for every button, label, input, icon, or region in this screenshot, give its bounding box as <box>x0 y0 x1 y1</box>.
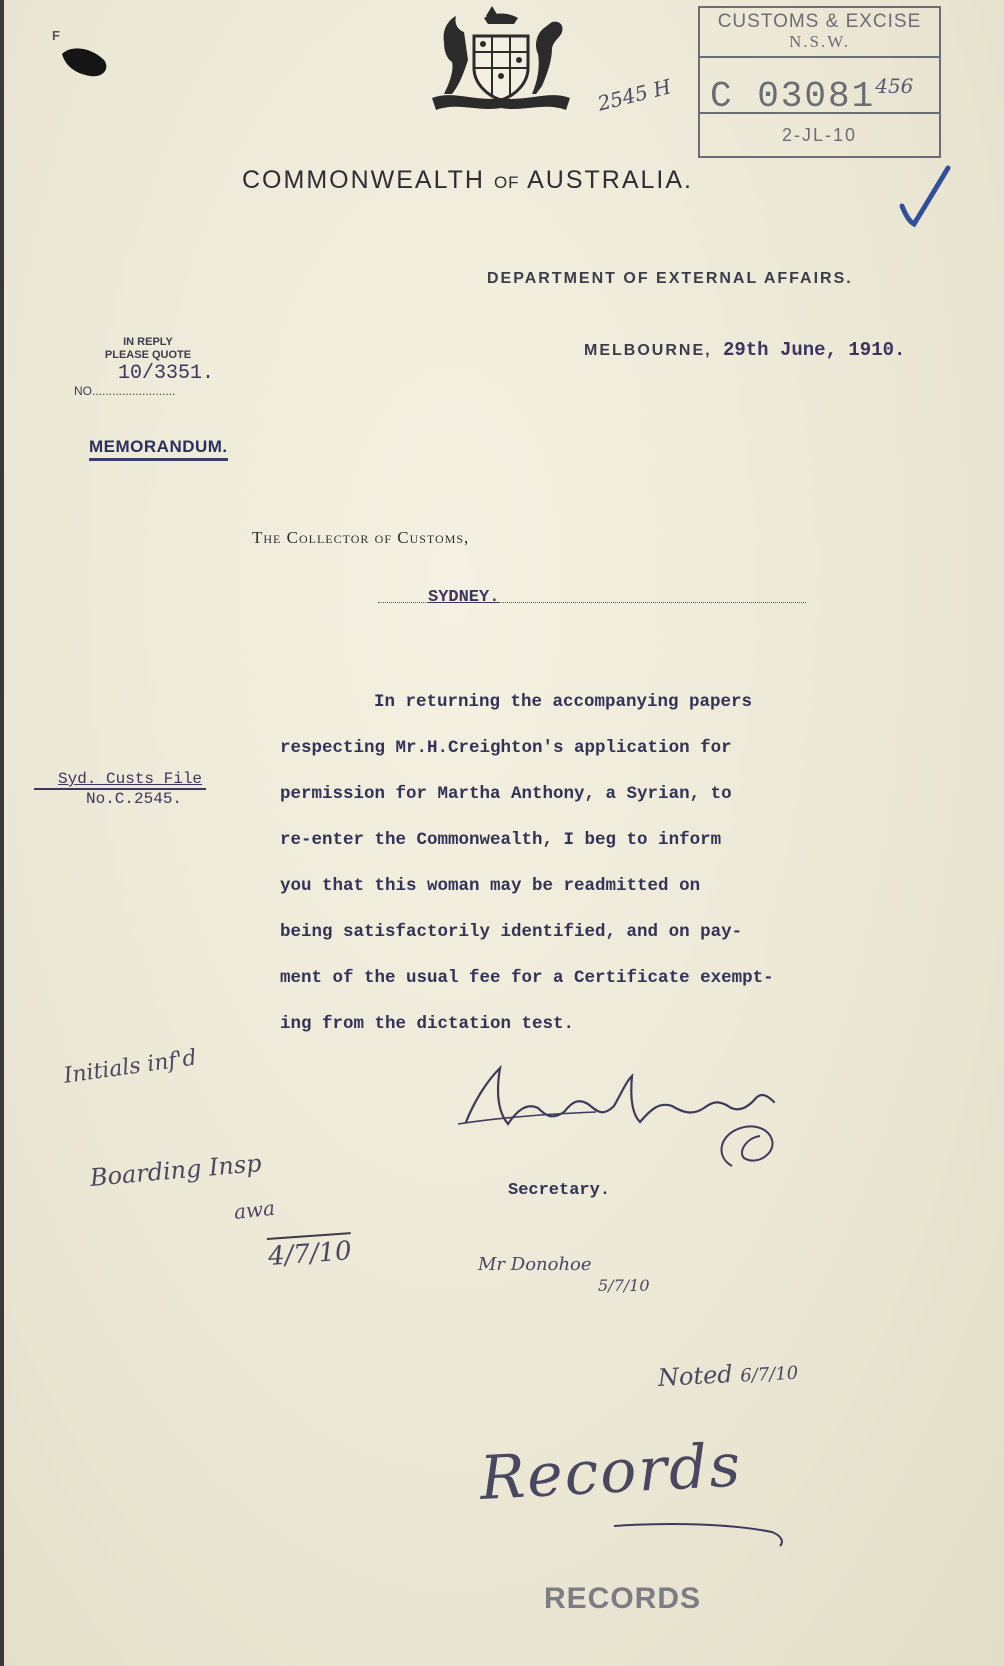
handwritten-signature <box>456 1062 816 1180</box>
letterhead-title-of: OF <box>493 173 520 192</box>
body-line: respecting Mr.H.Creighton's application for <box>280 738 732 758</box>
body-line: re-enter the Commonwealth, I beg to inform <box>280 830 722 850</box>
handwritten-mr-donohoe: Mr Donohoe <box>478 1254 592 1275</box>
memorandum-title: MEMORANDUM. <box>89 437 228 461</box>
memo-body <box>280 679 920 1047</box>
letterhead-title-part2: AUSTRALIA. <box>527 166 693 194</box>
body-line: permission for Martha Anthony, a Syrian, to <box>280 784 732 804</box>
handwritten-records: Records <box>478 1430 744 1514</box>
customs-stamp-number-row <box>700 58 939 117</box>
reply-no-label: NO. <box>74 384 96 398</box>
reply-line2: PLEASE QUOTE <box>104 349 192 361</box>
handwritten-awa-note: awa <box>232 1195 276 1224</box>
margin-file-note-line2: No.C.2545. <box>86 790 183 808</box>
customs-stamp-date: 2-JL-10 <box>781 125 858 145</box>
customs-stamp-line1: CUSTOMS & EXCISE <box>717 11 922 32</box>
binder-hole-mark <box>54 38 118 84</box>
body-line: In returning the accompanying papers <box>374 692 753 712</box>
records-underline <box>612 1518 788 1548</box>
letterhead-title-part1: COMMONWEALTH <box>242 166 485 194</box>
customs-stamp-number-suffix: 456 <box>875 74 914 98</box>
handwritten-date-note: 4/7/10 <box>267 1232 353 1272</box>
addressee-city: SYDNEY. <box>428 588 500 607</box>
noted-date: 6/7/10 <box>739 1362 799 1387</box>
body-line: being satisfactorily identified, and on pay- <box>280 922 743 942</box>
handwritten-initials-date: 5/7/10 <box>598 1276 650 1295</box>
handwritten-boarding-note: Boarding Insp <box>88 1149 263 1192</box>
date: 29th June, 1910. <box>722 339 906 361</box>
margin-file-note <box>34 770 206 808</box>
letterhead-title <box>242 166 693 195</box>
check-mark-icon <box>896 164 952 236</box>
reply-number: 10/3351. <box>118 362 215 385</box>
addressee: The Collector of Customs, <box>252 528 470 547</box>
handwritten-file-ref: 2545 H <box>595 74 674 116</box>
customs-stamp-header <box>700 8 939 58</box>
noted-word: Noted <box>657 1360 734 1392</box>
place-date <box>584 339 905 361</box>
reply-no-dots: ........................ <box>95 384 176 398</box>
handwritten-initials-note: Initials inf'd <box>62 1045 199 1089</box>
handwritten-noted-note <box>657 1357 799 1392</box>
body-line: ment of the usual fee for a Certificate exempt- <box>280 968 774 988</box>
body-line: you that this woman may be readmitted on <box>280 876 701 896</box>
records-stamp: RECORDS <box>544 1582 702 1615</box>
reply-block <box>78 336 218 362</box>
reply-line1: IN REPLY <box>123 336 173 348</box>
signature-text: Atlee Hunt <box>456 1062 461 1063</box>
reply-no-field <box>74 384 175 398</box>
signatory-title: Secretary. <box>508 1181 611 1200</box>
department-name: DEPARTMENT OF EXTERNAL AFFAIRS. <box>487 270 853 287</box>
body-line: ing from the dictation test. <box>280 1014 575 1034</box>
customs-stamp-number: C 03081 <box>710 76 876 117</box>
corner-mark: F <box>52 28 60 43</box>
customs-stamp-line2: N.S.W. <box>789 32 850 51</box>
coat-of-arms-icon <box>424 2 578 114</box>
customs-stamp <box>698 6 941 158</box>
margin-file-note-line1: Syd. Custs File <box>34 770 206 790</box>
place: MELBOURNE, <box>584 342 712 359</box>
